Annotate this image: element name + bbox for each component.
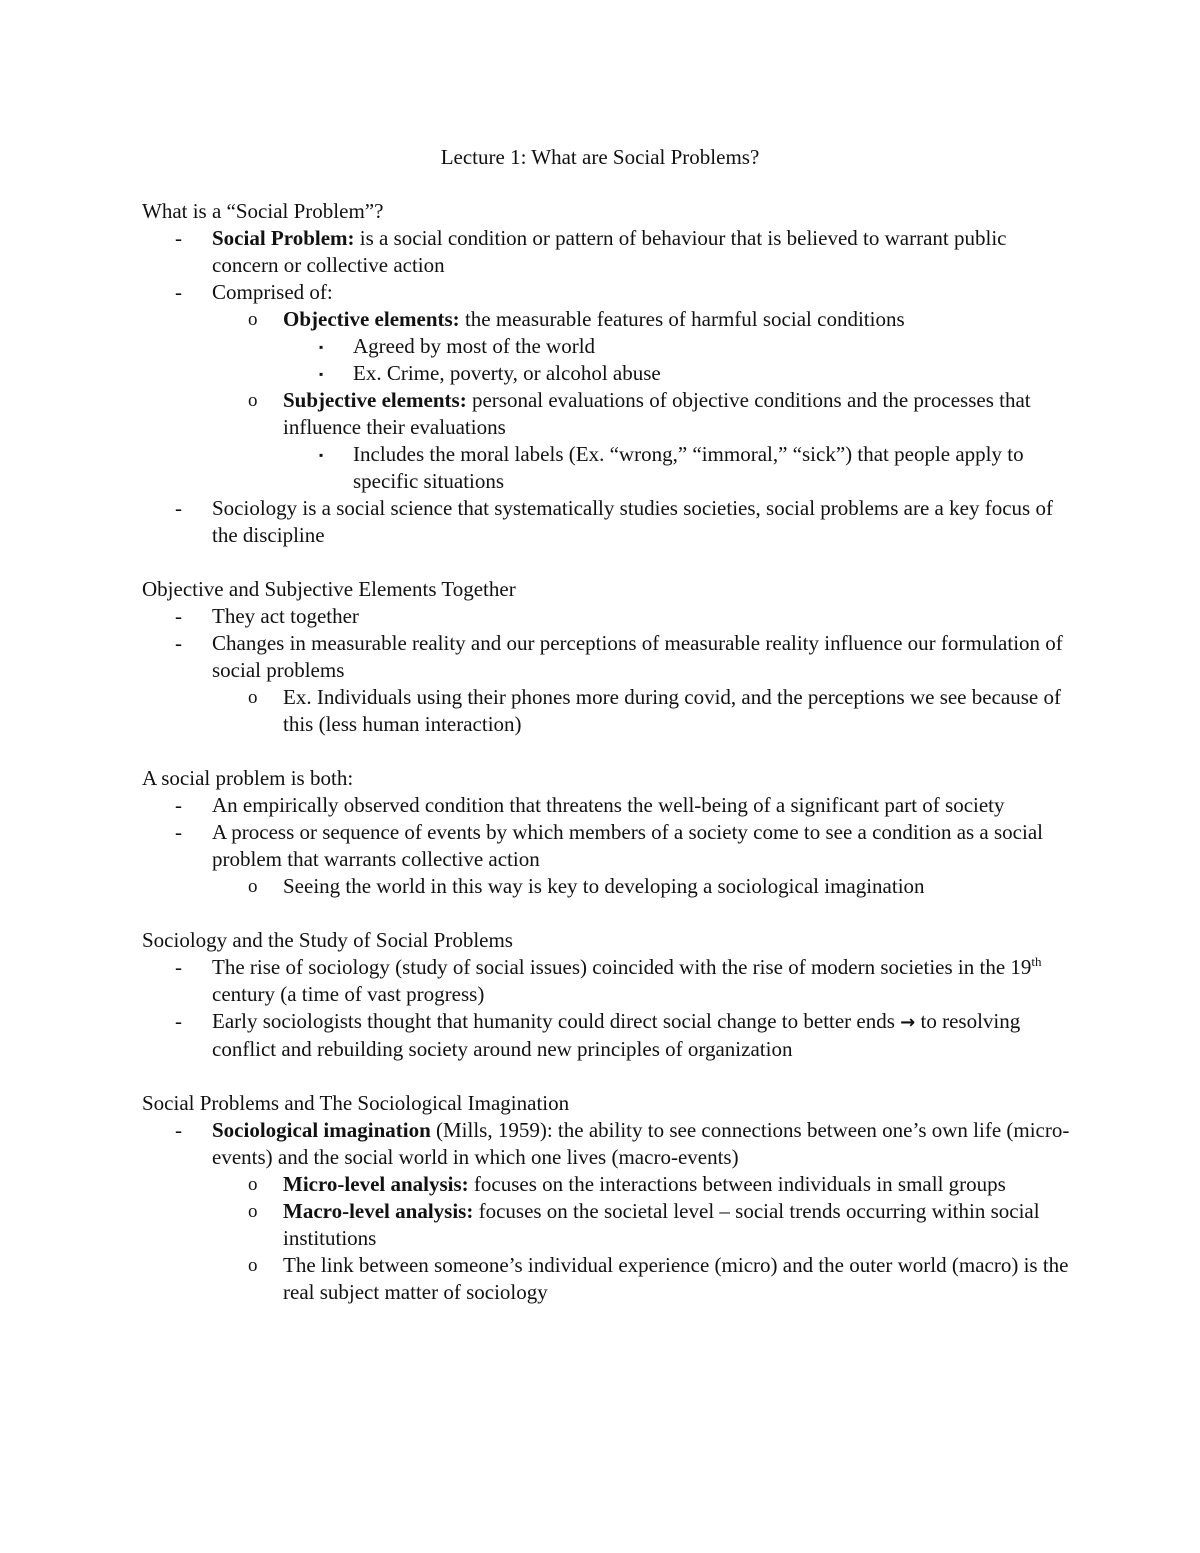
circle-bullet: o [248, 1255, 258, 1276]
item-text: Ex. Individuals using their phones more during covid, and the perceptions we see because of this (less human interaction) [283, 685, 1061, 736]
list-item [142, 360, 1072, 387]
item-text: Sociology is a social science that systematically studies societies, social problems are a key focus of the discipline [212, 496, 1053, 547]
list-item [142, 819, 1072, 873]
item-text-cont: to resolving conflict and rebuilding society around new principles of organization [212, 1009, 1021, 1061]
item-text: Changes in measurable reality and our perceptions of measurable reality influence our formulation of social problems [212, 631, 1063, 682]
item-text: Seeing the world in this way is key to developing a sociological imagination [283, 874, 925, 898]
term: Sociological imagination [212, 1118, 431, 1142]
list-item [142, 684, 1072, 738]
definition: personal evaluations of objective conditions and the processes that influence their evaluations [283, 388, 1031, 439]
dash-bullet: - [175, 280, 182, 304]
section-sociological-imagination [142, 1090, 1072, 1306]
section-heading: A social problem is both: [142, 766, 354, 790]
page-title: Lecture 1: What are Social Problems? [440, 145, 760, 169]
definition: (Mills, 1959): the ability to see connections between one’s own life (micro-events) and the social world in which one lives (macro-events) [212, 1118, 1070, 1169]
dash-bullet: - [175, 604, 182, 628]
right-arrow-icon: → [900, 1012, 916, 1033]
item-text: Early sociologists thought that humanity could direct social change to better ends [212, 1009, 901, 1033]
square-bullet: ▪ [319, 448, 324, 462]
item-text-cont: century (a time of vast progress) [212, 982, 485, 1006]
dash-bullet: - [175, 226, 182, 250]
item-text: They act together [212, 604, 359, 628]
term: Micro-level analysis: [283, 1172, 469, 1196]
item-text: Includes the moral labels (Ex. “wrong,” “immoral,” “sick”) that people apply to specific situations [353, 442, 1024, 493]
term: Subjective elements: [283, 388, 467, 412]
dash-bullet: - [175, 1118, 182, 1142]
dash-bullet: - [175, 955, 182, 979]
term: Social Problem: [212, 226, 355, 250]
list-item [142, 225, 1072, 279]
section-sociology-study [142, 927, 1072, 1063]
definition: is a social condition or pattern of behaviour that is believed to warrant public concern or collective action [212, 226, 1007, 277]
list-item [142, 441, 1072, 495]
list-item [142, 1198, 1072, 1252]
list-item [142, 495, 1072, 549]
list-item [142, 1171, 1072, 1198]
dash-bullet: - [175, 631, 182, 655]
item-text: Agreed by most of the world [353, 334, 596, 358]
circle-bullet: o [248, 1201, 258, 1222]
list-item [142, 387, 1072, 441]
list-item [142, 603, 1072, 630]
section-heading: What is a “Social Problem”? [142, 199, 384, 223]
section-objective-subjective [142, 576, 1072, 738]
list-item [142, 873, 1072, 900]
definition: focuses on the societal level – social trends occurring within social institutions [283, 1199, 1040, 1250]
item-text: Comprised of: [212, 280, 333, 304]
item-text: The link between someone’s individual experience (micro) and the outer world (macro) is the real subject matter of sociology [283, 1253, 1069, 1304]
item-text: A process or sequence of events by which members of a society come to see a condition as a social problem that warrants collective action [212, 820, 1043, 871]
dash-bullet: - [175, 1009, 182, 1033]
term: Macro-level analysis: [283, 1199, 474, 1223]
definition: focuses on the interactions between individuals in small groups [468, 1172, 1006, 1196]
list-item [142, 279, 1072, 306]
circle-bullet: o [248, 876, 258, 897]
list-item [142, 1252, 1072, 1306]
list-item [142, 954, 1072, 1008]
item-text: An empirically observed condition that threatens the well-being of a significant part of society [212, 793, 1005, 817]
document-body [142, 198, 1072, 1306]
dash-bullet: - [175, 496, 182, 520]
circle-bullet: o [248, 309, 258, 330]
term: Objective elements: [283, 307, 460, 331]
section-social-problem-both [142, 765, 1072, 900]
section-what-is-social-problem [142, 198, 1072, 549]
section-heading: Objective and Subjective Elements Together [142, 577, 516, 601]
list-item [142, 333, 1072, 360]
circle-bullet: o [248, 390, 258, 411]
dash-bullet: - [175, 793, 182, 817]
section-heading: Social Problems and The Sociological Imagination [142, 1091, 570, 1115]
circle-bullet: o [248, 687, 258, 708]
list-item [142, 1117, 1072, 1171]
list-item [142, 306, 1072, 333]
square-bullet: ▪ [319, 340, 324, 354]
list-item [142, 630, 1072, 684]
circle-bullet: o [248, 1174, 258, 1195]
list-item [142, 1008, 1072, 1063]
section-heading: Sociology and the Study of Social Problems [142, 928, 513, 952]
square-bullet: ▪ [319, 367, 324, 381]
definition: the measurable features of harmful social conditions [459, 307, 905, 331]
superscript: th [1031, 954, 1042, 969]
item-text: Ex. Crime, poverty, or alcohol abuse [353, 361, 661, 385]
list-item [142, 792, 1072, 819]
dash-bullet: - [175, 820, 182, 844]
item-text: The rise of sociology (study of social issues) coincided with the rise of modern societies in the 19 [212, 955, 1032, 979]
